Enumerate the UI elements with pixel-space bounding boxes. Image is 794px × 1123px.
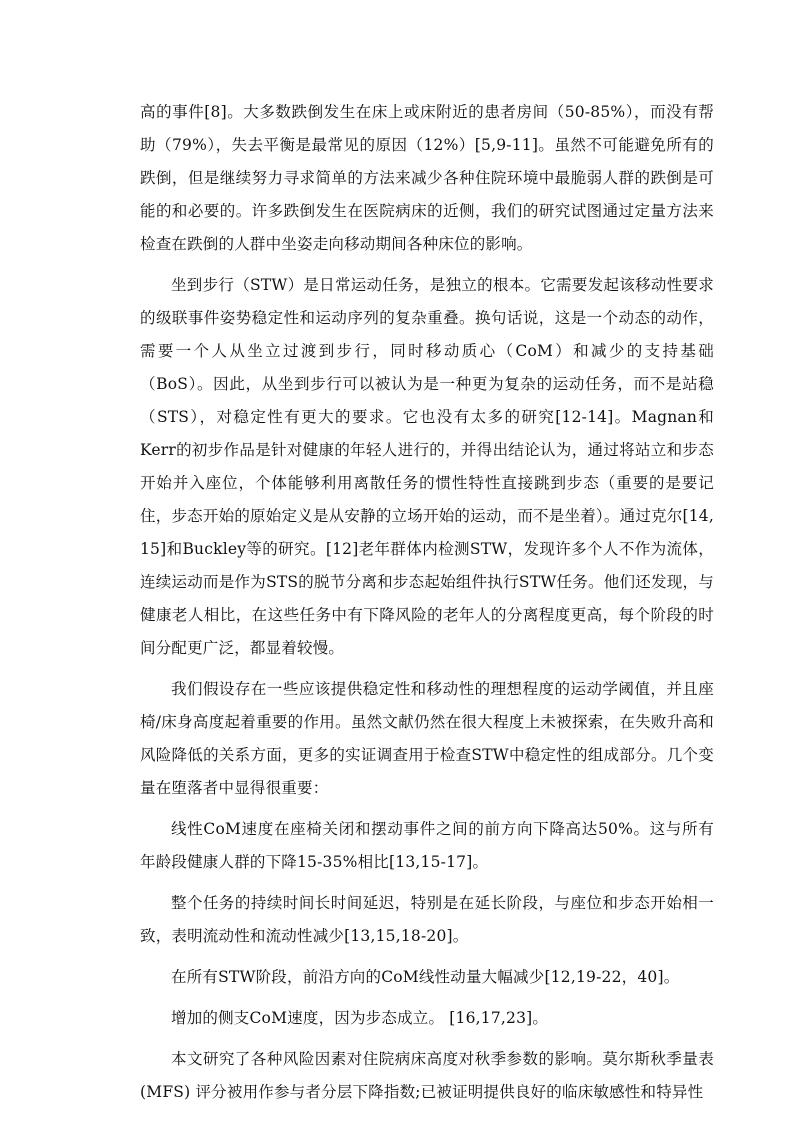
paragraph-study-scope: 本文研究了各种风险因素对住院病床高度对秋季参数的影响。莫尔斯秋季量表(MFS) 评分被用作参与者分层下降指数;已被证明提供良好的临床敏感性和特异性	[140, 1050, 714, 1101]
paragraph-falls-background: 高的事件[8]。大多数跌倒发生在床上或床附近的患者房间（50-85%），而没有帮助（79%），失去平衡是最常见的原因（12%）[5,9-11]。虽然不可能避免所有的跌倒，但是继续努力寻求简单的方法来减少各种住院环境中最脆弱人群的跌倒是可能的和必要的。许多跌倒发生在医院病床的近侧，我们的研究试图通过定量方法来检查在跌倒的人群中坐姿走向移动期间各种床位的影响。	[140, 103, 714, 253]
paragraph-sit-to-walk: 坐到步行（STW）是日常运动任务，是独立的根本。它需要发起该移动性要求的级联事件姿势稳定性和运动序列的复杂重叠。换句话说，这是一个动态的动作，需要一个人从坐立过渡到步行，同时移动质心（CoM）和减少的支持基础（BoS）。因此，从坐到步行可以被认为是一种更为复杂的运动任务，而不是站稳（STS），对稳定性有更大的要求。它也没有太多的研究[12-14]。Magnan和Kerr的初步作品是针对健康的年轻人进行的，并得出结论认为，通过将站立和步态开始并入座位，个体能够利用离散任务的惯性特性直接跳到步态（重要的是要记住，步态开始的原始定义是从安静的立场开始的运动，而不是坐着）。通过克尔[14, 15]和Buckley等的研究。[12]老年群体内检测STW，发现许多个人不作为流体，连续运动而是作为STS的脱节分离和步态起始组件执行STW任务。他们还发现，与健康老人相比，在这些任务中有下降风险的老年人的分离程度更高，每个阶段的时间分配更广泛，都显着较慢。	[140, 276, 714, 657]
paragraph-variable-lateral-velocity: 增加的侧支CoM速度，因为步态成立。 [16,17,23]。	[171, 1009, 549, 1027]
paragraph-hypothesis: 我们假设存在一些应该提供稳定性和移动性的理想程度的运动学阈值，并且座椅/床身高度起着重要的作用。虽然文献仍然在很大程度上未被探索，在失败升高和风险降低的关系方面，更多的实证调查用于检查STW中稳定性的组成部分。几个变量在堕落者中显得很重要：	[140, 680, 714, 797]
paragraph-variable-com-velocity: 线性CoM速度在座椅关闭和摆动事件之间的前方向下降高达50%。这与所有年龄段健康人群的下降15-35%相比[13,15-17]。	[140, 820, 714, 871]
document-body	[140, 96, 714, 1117]
paragraph-variable-duration: 整个任务的持续时间长时间延迟，特别是在延长阶段，与座位和步态开始相一致，表明流动性和流动性减少[13,15,18-20]。	[140, 894, 714, 945]
paragraph-variable-momentum: 在所有STW阶段，前沿方向的CoM线性动量大幅减少[12,19-22，40]。	[171, 968, 680, 986]
